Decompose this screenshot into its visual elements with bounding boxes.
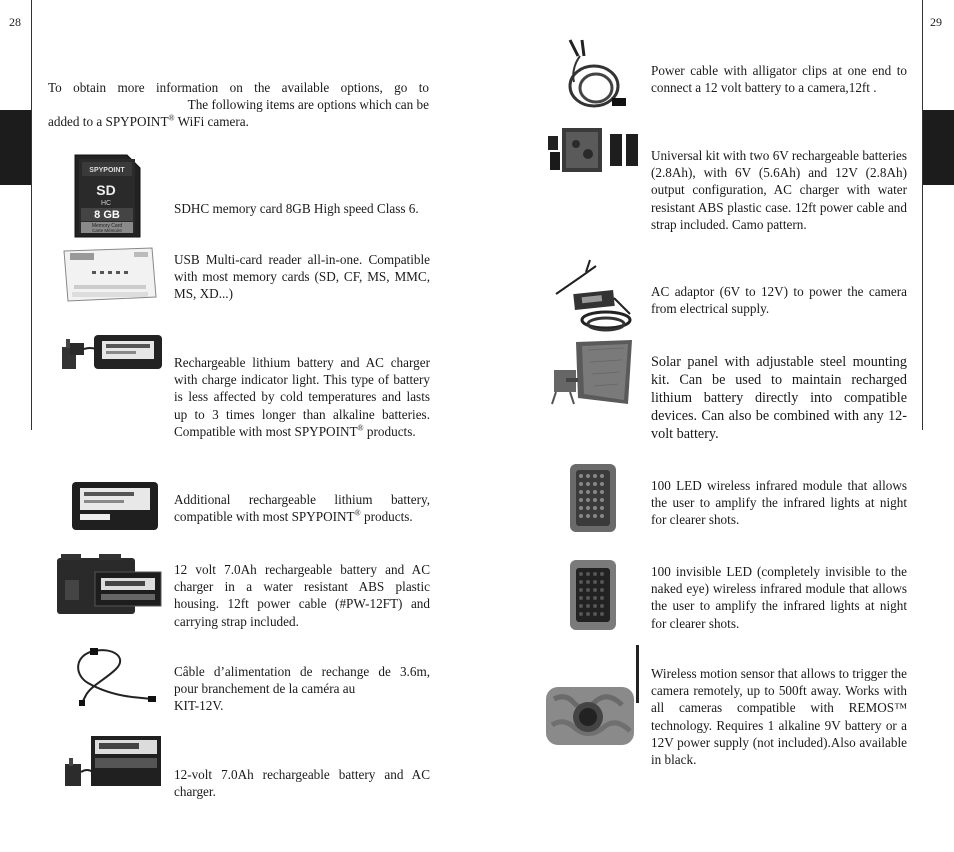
battery-kit-12v-image [55, 552, 163, 622]
ac-adaptor-image [552, 258, 636, 338]
sd-card-logo: SPYPOINT [89, 167, 125, 174]
power-cable-description [174, 663, 430, 715]
lithium-charger-registered-mark: ® [357, 423, 364, 433]
left-page-number: 28 [9, 15, 21, 29]
battery-kit-12v-description: 12 volt 7.0Ah rechargeable battery and AC charger in a water resistant ABS plastic housing. 12ft power cable (#PW-12FT) and carrying strap included. [174, 562, 430, 629]
intro-paragraph [48, 79, 429, 131]
power-cable-line-3: KIT-12V. [174, 698, 224, 714]
power-cable-line-1: Câble d’alimentation de rechange de 3.6m, [174, 664, 430, 679]
ac-adaptor-description: AC adaptor (6V to 12V) to power the camera from electrical supply. [651, 284, 907, 317]
lithium-charger-text-end: products. [366, 423, 416, 439]
ir-module-image [568, 462, 618, 534]
sd-card-label-line-1: Memory Card [91, 223, 123, 229]
card-reader-description: USB Multi-card reader all-in-one. Compatible with most memory cards (SD, CF, MS, MMC, MS, XD...) [174, 252, 430, 302]
battery-12v-charger-image [63, 732, 163, 790]
left-thumb-tab [0, 110, 31, 185]
lithium-battery-image [70, 480, 160, 532]
battery-12v-charger-description: 12-volt 7.0Ah rechargeable battery and AC charger. [174, 767, 430, 800]
right-page-number: 29 [930, 15, 942, 29]
lithium-battery-description [174, 491, 430, 525]
left-margin-rule [31, 0, 32, 430]
intro-line-3 [48, 113, 429, 130]
power-cable-line-2: pour branchement de la caméra au [174, 681, 356, 697]
invisible-ir-module-description: 100 invisible LED (completely invisible to the naked eye) wireless infrared module that allows the user to amplify the infrared lights at night for clearer shots. [651, 564, 907, 631]
intro-line-3-prefix: added to a SPYPOINT [48, 114, 169, 130]
solar-panel-image [548, 338, 634, 408]
lithium-charger-text: Rechargeable lithium battery and AC charger with charge indicator light. This type of battery is less affected by cold temperatures and lasts up to 3 times longer than alkaline batteries. Compatible with most SPYPOINT [174, 355, 430, 439]
right-margin-rule [922, 0, 923, 430]
solar-panel-description: Solar panel with adjustable steel mounting kit. Can be used to maintain recharged lithium battery directly into compatible devices. Can also be combined with any 12-volt battery. [651, 354, 907, 442]
invisible-ir-module-image [568, 558, 618, 632]
card-reader-image [62, 245, 158, 303]
svg-text:HC: HC [100, 200, 112, 207]
universal-kit-description: Universal kit with two 6V rechargeable batteries (2.8Ah), with 6V (5.6Ah) and 12V (2.8Ah) output configuration, AC charger with water resistant ABS plastic case. 12ft power cable and strap included. Camo pattern. [651, 148, 907, 232]
intro-line-3-suffix: WiFi camera. [174, 114, 249, 130]
sd-card-description: SDHC memory card 8GB High speed Class 6. [174, 201, 419, 216]
alligator-cable-image [560, 38, 634, 114]
lithium-battery-charger-image [60, 333, 164, 375]
intro-registered-mark: ® [168, 114, 175, 124]
motion-sensor-description: Wireless motion sensor that allows to trigger the camera remotely, up to 500ft away. Works with all cameras compatible with REMOS™ technology. Requires 1 alkaline 9V battery or a 12V power supply (not included).Also available in black. [651, 666, 907, 768]
motion-sensor-image [544, 643, 640, 749]
power-cable-image [72, 645, 158, 707]
intro-line-2: The following items are options which can be [187, 97, 429, 113]
universal-kit-image [546, 124, 642, 176]
intro-line-1: To obtain more information on the available options, go to [48, 80, 429, 95]
sd-card-label-line-2: Carte Mémoire [92, 228, 122, 233]
sd-card-size-label: 8 GB [94, 209, 120, 221]
lithium-battery-charger-description [174, 354, 430, 440]
lithium-battery-text-end: products. [360, 509, 413, 525]
ir-module-description: 100 LED wireless infrared module that allows the user to amplify the infrared lights at night for clearer shots. [651, 478, 907, 528]
lithium-battery-registered-mark: ® [354, 508, 361, 518]
lithium-battery-text: Additional rechargeable lithium battery, compatible with most SPYPOINT [174, 492, 430, 525]
alligator-cable-description: Power cable with alligator clips at one end to connect a 12 volt battery to a camera,12ft . [651, 63, 907, 96]
svg-text:SD: SD [96, 182, 116, 198]
sd-card-image [72, 153, 142, 239]
right-thumb-tab [923, 110, 954, 185]
